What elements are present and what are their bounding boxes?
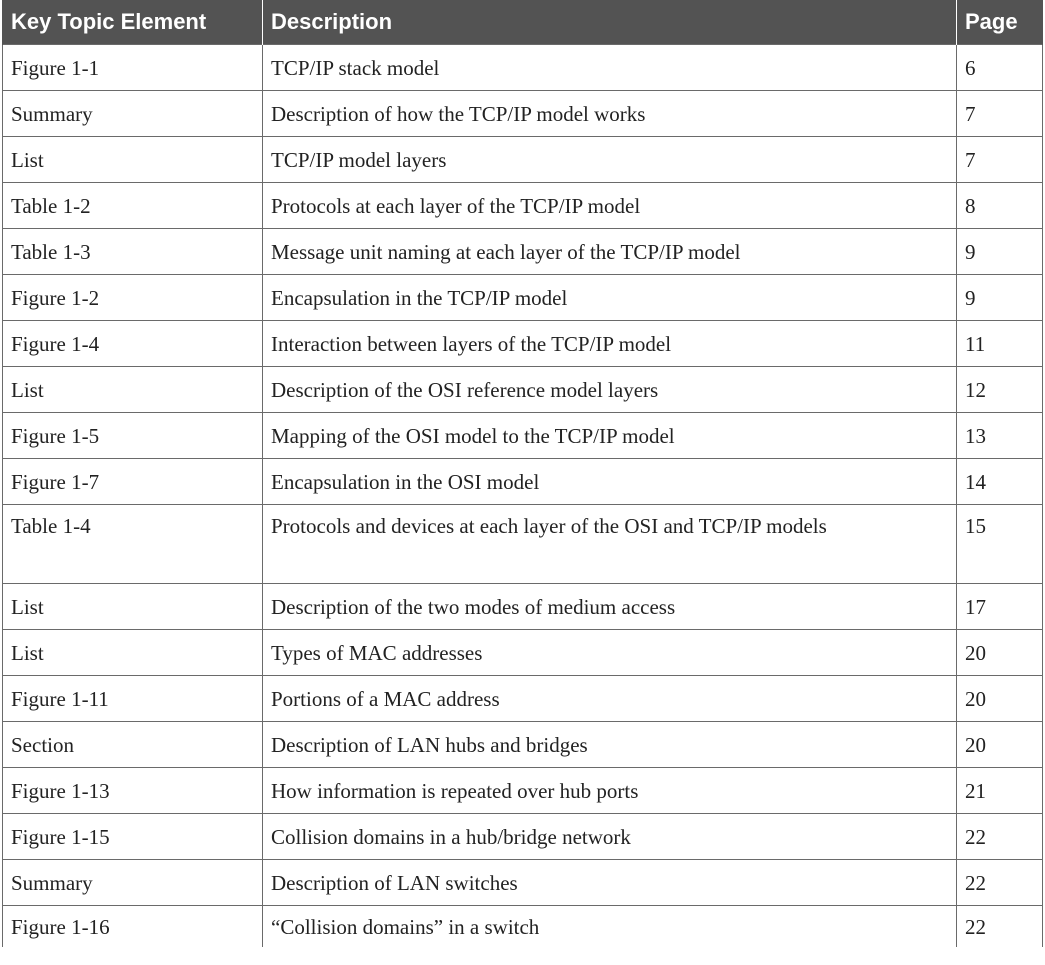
table-row xyxy=(3,275,1043,321)
cell-description: Types of MAC addresses xyxy=(263,630,957,676)
key-topics-table-container xyxy=(2,0,1042,947)
cell-element: Figure 1-1 xyxy=(3,45,263,91)
cell-description: TCP/IP stack model xyxy=(263,45,957,91)
cell-page: 7 xyxy=(957,137,1043,183)
cell-page: 21 xyxy=(957,768,1043,814)
cell-description: How information is repeated over hub ports xyxy=(263,768,957,814)
cell-description: Encapsulation in the OSI model xyxy=(263,459,957,505)
cell-element: List xyxy=(3,584,263,630)
table-row xyxy=(3,722,1043,768)
table-row xyxy=(3,814,1043,860)
cell-description: Description of how the TCP/IP model works xyxy=(263,91,957,137)
cell-element: Table 1-4 xyxy=(3,505,263,584)
cell-element: Table 1-3 xyxy=(3,229,263,275)
cell-description: Protocols and devices at each layer of the OSI and TCP/IP models xyxy=(263,505,957,584)
table-row xyxy=(3,413,1043,459)
cell-page: 11 xyxy=(957,321,1043,367)
cell-description: Description of the OSI reference model layers xyxy=(263,367,957,413)
cell-element: Section xyxy=(3,722,263,768)
cell-page: 14 xyxy=(957,459,1043,505)
cell-element: Figure 1-5 xyxy=(3,413,263,459)
table-body xyxy=(3,45,1043,948)
key-topics-table xyxy=(2,0,1043,947)
cell-element: Figure 1-16 xyxy=(3,906,263,948)
header-row xyxy=(3,0,1043,45)
table-row xyxy=(3,45,1043,91)
cell-page: 7 xyxy=(957,91,1043,137)
cell-page: 22 xyxy=(957,860,1043,906)
cell-element: Figure 1-13 xyxy=(3,768,263,814)
header-key-topic-element: Key Topic Element xyxy=(3,0,263,45)
cell-page: 22 xyxy=(957,814,1043,860)
cell-page: 20 xyxy=(957,676,1043,722)
cell-description: Encapsulation in the TCP/IP model xyxy=(263,275,957,321)
cell-page: 17 xyxy=(957,584,1043,630)
cell-description: “Collision domains” in a switch xyxy=(263,906,957,948)
cell-page: 9 xyxy=(957,275,1043,321)
cell-description: Description of the two modes of medium access xyxy=(263,584,957,630)
cell-description: TCP/IP model layers xyxy=(263,137,957,183)
cell-description: Description of LAN switches xyxy=(263,860,957,906)
cell-page: 15 xyxy=(957,505,1043,584)
cell-page: 9 xyxy=(957,229,1043,275)
cell-page: 22 xyxy=(957,906,1043,948)
cell-page: 8 xyxy=(957,183,1043,229)
table-row xyxy=(3,906,1043,948)
table-row xyxy=(3,183,1043,229)
cell-description: Message unit naming at each layer of the TCP/IP model xyxy=(263,229,957,275)
cell-description: Portions of a MAC address xyxy=(263,676,957,722)
cell-element: Figure 1-11 xyxy=(3,676,263,722)
cell-description: Mapping of the OSI model to the TCP/IP model xyxy=(263,413,957,459)
table-row xyxy=(3,505,1043,584)
cell-page: 6 xyxy=(957,45,1043,91)
cell-element: Summary xyxy=(3,91,263,137)
table-header xyxy=(3,0,1043,45)
cell-page: 13 xyxy=(957,413,1043,459)
cell-element: Summary xyxy=(3,860,263,906)
cell-page: 12 xyxy=(957,367,1043,413)
cell-element: Table 1-2 xyxy=(3,183,263,229)
cell-description: Collision domains in a hub/bridge network xyxy=(263,814,957,860)
table-row xyxy=(3,321,1043,367)
cell-element: Figure 1-4 xyxy=(3,321,263,367)
cell-element: Figure 1-7 xyxy=(3,459,263,505)
header-description: Description xyxy=(263,0,957,45)
table-row xyxy=(3,860,1043,906)
cell-page: 20 xyxy=(957,630,1043,676)
cell-element: List xyxy=(3,137,263,183)
cell-description: Interaction between layers of the TCP/IP model xyxy=(263,321,957,367)
header-page: Page xyxy=(957,0,1043,45)
table-row xyxy=(3,630,1043,676)
table-row xyxy=(3,367,1043,413)
cell-element: Figure 1-15 xyxy=(3,814,263,860)
table-row xyxy=(3,229,1043,275)
cell-description: Protocols at each layer of the TCP/IP model xyxy=(263,183,957,229)
cell-description: Description of LAN hubs and bridges xyxy=(263,722,957,768)
table-row xyxy=(3,584,1043,630)
cell-element: Figure 1-2 xyxy=(3,275,263,321)
table-row xyxy=(3,137,1043,183)
cell-element: List xyxy=(3,630,263,676)
table-row xyxy=(3,768,1043,814)
table-row xyxy=(3,676,1043,722)
cell-page: 20 xyxy=(957,722,1043,768)
table-row xyxy=(3,459,1043,505)
cell-element: List xyxy=(3,367,263,413)
table-row xyxy=(3,91,1043,137)
